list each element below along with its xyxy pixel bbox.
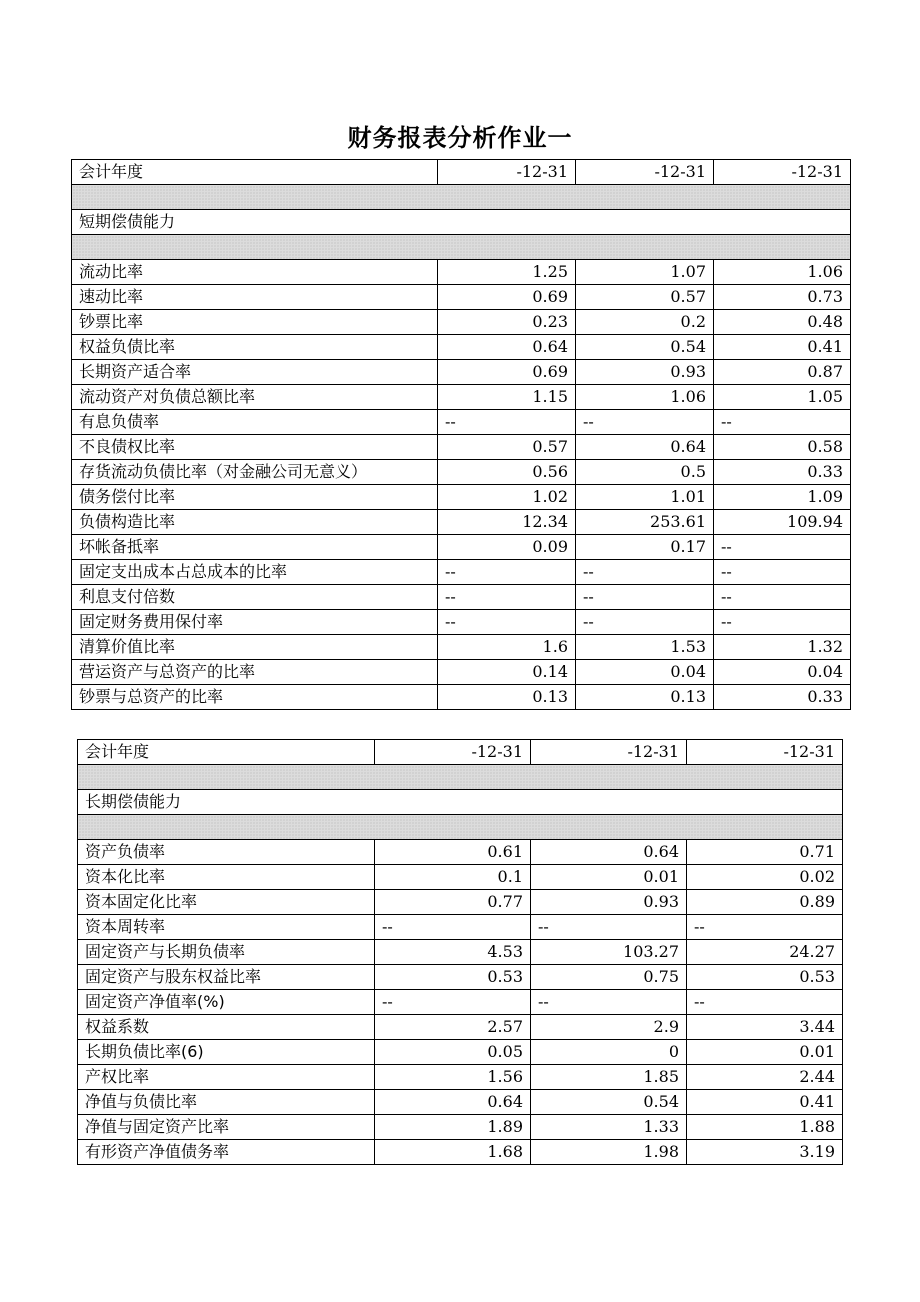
metric-value: 1.53 bbox=[576, 635, 714, 660]
metric-value: 0.14 bbox=[438, 660, 576, 685]
metric-value: 1.01 bbox=[576, 485, 714, 510]
metric-value: 1.09 bbox=[714, 485, 851, 510]
metric-value: 1.15 bbox=[438, 385, 576, 410]
shaded-separator-row bbox=[78, 815, 843, 840]
table-row bbox=[72, 285, 851, 310]
metric-value: 0.93 bbox=[531, 890, 687, 915]
table-row bbox=[72, 685, 851, 710]
metric-value: 0.17 bbox=[576, 535, 714, 560]
fiscal-year-date: -12-31 bbox=[438, 160, 576, 185]
table-row bbox=[78, 915, 843, 940]
table-row bbox=[78, 890, 843, 915]
metric-value: 1.56 bbox=[375, 1065, 531, 1090]
metric-value: 0.73 bbox=[714, 285, 851, 310]
metric-value: 0.64 bbox=[375, 1090, 531, 1115]
metric-value: 1.32 bbox=[714, 635, 851, 660]
metric-value: 2.44 bbox=[687, 1065, 843, 1090]
metric-label: 固定资产净值率(%) bbox=[78, 990, 375, 1015]
metric-value: 1.07 bbox=[576, 260, 714, 285]
metric-value: -- bbox=[576, 560, 714, 585]
metric-label: 权益系数 bbox=[78, 1015, 375, 1040]
metric-value: 0.57 bbox=[438, 435, 576, 460]
table-row bbox=[72, 435, 851, 460]
metric-value: 2.57 bbox=[375, 1015, 531, 1040]
table-row bbox=[78, 865, 843, 890]
table-row bbox=[78, 1040, 843, 1065]
document-title: 财务报表分析作业一 bbox=[347, 124, 573, 152]
table-row bbox=[72, 610, 851, 635]
metric-label: 有形资产净值债务率 bbox=[78, 1140, 375, 1165]
metric-value: 0.41 bbox=[687, 1090, 843, 1115]
table-row bbox=[78, 1090, 843, 1115]
shaded-separator-cell bbox=[72, 185, 851, 210]
table-row bbox=[72, 360, 851, 385]
metric-value: 0.58 bbox=[714, 435, 851, 460]
fiscal-year-label: 会计年度 bbox=[72, 160, 438, 185]
metric-value: 1.06 bbox=[714, 260, 851, 285]
table-row bbox=[72, 260, 851, 285]
metric-value: 1.88 bbox=[687, 1115, 843, 1140]
metric-value: 0.1 bbox=[375, 865, 531, 890]
metric-label: 不良债权比率 bbox=[72, 435, 438, 460]
metric-value: 0.93 bbox=[576, 360, 714, 385]
metric-label: 长期资产适合率 bbox=[72, 360, 438, 385]
metric-value: 0.64 bbox=[576, 435, 714, 460]
metric-value: 1.68 bbox=[375, 1140, 531, 1165]
metric-value: -- bbox=[576, 610, 714, 635]
table-row bbox=[72, 310, 851, 335]
metric-value: 0 bbox=[531, 1040, 687, 1065]
metric-label: 流动比率 bbox=[72, 260, 438, 285]
metric-label: 固定资产与股东权益比率 bbox=[78, 965, 375, 990]
long-term-solvency-table bbox=[77, 739, 843, 1165]
short-term-solvency-table bbox=[71, 159, 851, 710]
metric-label: 钞票与总资产的比率 bbox=[72, 685, 438, 710]
table-row bbox=[78, 840, 843, 865]
metric-value: 0.01 bbox=[531, 865, 687, 890]
metric-value: 3.44 bbox=[687, 1015, 843, 1040]
metric-value: 0.64 bbox=[438, 335, 576, 360]
shaded-separator-row bbox=[78, 765, 843, 790]
table-row bbox=[72, 385, 851, 410]
metric-value: 103.27 bbox=[531, 940, 687, 965]
metric-value: 0.48 bbox=[714, 310, 851, 335]
metric-value: 0.5 bbox=[576, 460, 714, 485]
shaded-separator-cell bbox=[72, 235, 851, 260]
metric-label: 有息负债率 bbox=[72, 410, 438, 435]
metric-value: 1.06 bbox=[576, 385, 714, 410]
section-title: 短期偿债能力 bbox=[72, 210, 851, 235]
shaded-separator-cell bbox=[78, 765, 843, 790]
metric-value: 0.01 bbox=[687, 1040, 843, 1065]
metric-value: 0.53 bbox=[375, 965, 531, 990]
metric-label: 负债构造比率 bbox=[72, 510, 438, 535]
metric-label: 利息支付倍数 bbox=[72, 585, 438, 610]
table-row bbox=[72, 335, 851, 360]
metric-value: -- bbox=[714, 410, 851, 435]
metric-label: 资本周转率 bbox=[78, 915, 375, 940]
metric-value: -- bbox=[714, 535, 851, 560]
metric-label: 营运资产与总资产的比率 bbox=[72, 660, 438, 685]
metric-value: 0.2 bbox=[576, 310, 714, 335]
metric-value: 3.19 bbox=[687, 1140, 843, 1165]
metric-value: -- bbox=[714, 610, 851, 635]
metric-value: 0.71 bbox=[687, 840, 843, 865]
metric-label: 固定财务费用保付率 bbox=[72, 610, 438, 635]
metric-value: -- bbox=[576, 585, 714, 610]
metric-value: 0.02 bbox=[687, 865, 843, 890]
metric-value: 0.54 bbox=[576, 335, 714, 360]
metric-value: -- bbox=[687, 915, 843, 940]
metric-value: 0.41 bbox=[714, 335, 851, 360]
shaded-separator-row bbox=[72, 235, 851, 260]
metric-value: -- bbox=[438, 585, 576, 610]
metric-label: 固定支出成本占总成本的比率 bbox=[72, 560, 438, 585]
metric-label: 速动比率 bbox=[72, 285, 438, 310]
metric-label: 净值与固定资产比率 bbox=[78, 1115, 375, 1140]
metric-label: 坏帐备抵率 bbox=[72, 535, 438, 560]
table-row bbox=[72, 485, 851, 510]
metric-label: 债务偿付比率 bbox=[72, 485, 438, 510]
metric-value: 2.9 bbox=[531, 1015, 687, 1040]
table-row bbox=[72, 635, 851, 660]
shaded-separator-row bbox=[72, 185, 851, 210]
fiscal-year-date: -12-31 bbox=[576, 160, 714, 185]
metric-value: -- bbox=[687, 990, 843, 1015]
metric-value: -- bbox=[576, 410, 714, 435]
metric-value: 1.02 bbox=[438, 485, 576, 510]
metric-value: 1.98 bbox=[531, 1140, 687, 1165]
table-row bbox=[72, 410, 851, 435]
metric-value: 1.25 bbox=[438, 260, 576, 285]
table-row bbox=[72, 535, 851, 560]
header-row bbox=[78, 740, 843, 765]
metric-label: 存货流动负债比率（对金融公司无意义） bbox=[72, 460, 438, 485]
section-title-row bbox=[78, 790, 843, 815]
metric-value: 0.53 bbox=[687, 965, 843, 990]
metric-value: -- bbox=[531, 915, 687, 940]
metric-value: 1.85 bbox=[531, 1065, 687, 1090]
table-row bbox=[78, 1065, 843, 1090]
fiscal-year-date: -12-31 bbox=[375, 740, 531, 765]
metric-value: 0.77 bbox=[375, 890, 531, 915]
metric-value: 0.23 bbox=[438, 310, 576, 335]
fiscal-year-date: -12-31 bbox=[531, 740, 687, 765]
fiscal-year-date: -12-31 bbox=[714, 160, 851, 185]
metric-label: 流动资产对负债总额比率 bbox=[72, 385, 438, 410]
metric-value: 0.33 bbox=[714, 460, 851, 485]
metric-value: 0.69 bbox=[438, 360, 576, 385]
metric-label: 清算价值比率 bbox=[72, 635, 438, 660]
header-row bbox=[72, 160, 851, 185]
table-row bbox=[78, 1015, 843, 1040]
metric-value: 0.13 bbox=[576, 685, 714, 710]
metric-label: 净值与负债比率 bbox=[78, 1090, 375, 1115]
metric-value: 0.89 bbox=[687, 890, 843, 915]
shaded-separator-cell bbox=[78, 815, 843, 840]
metric-label: 权益负债比率 bbox=[72, 335, 438, 360]
metric-value: 1.6 bbox=[438, 635, 576, 660]
table-row bbox=[78, 940, 843, 965]
metric-value: 0.09 bbox=[438, 535, 576, 560]
metric-value: -- bbox=[714, 585, 851, 610]
table-row bbox=[72, 510, 851, 535]
fiscal-year-label: 会计年度 bbox=[78, 740, 375, 765]
metric-label: 固定资产与长期负债率 bbox=[78, 940, 375, 965]
metric-value: 4.53 bbox=[375, 940, 531, 965]
metric-value: 1.33 bbox=[531, 1115, 687, 1140]
table-row bbox=[78, 1140, 843, 1165]
metric-value: 0.64 bbox=[531, 840, 687, 865]
metric-value: -- bbox=[714, 560, 851, 585]
metric-label: 资本化比率 bbox=[78, 865, 375, 890]
metric-label: 资产负债率 bbox=[78, 840, 375, 865]
table-row bbox=[78, 965, 843, 990]
table-row bbox=[72, 560, 851, 585]
section-title: 长期偿债能力 bbox=[78, 790, 843, 815]
metric-value: 0.04 bbox=[714, 660, 851, 685]
metric-value: 0.69 bbox=[438, 285, 576, 310]
metric-value: 1.05 bbox=[714, 385, 851, 410]
metric-value: 0.57 bbox=[576, 285, 714, 310]
metric-label: 长期负债比率(6) bbox=[78, 1040, 375, 1065]
metric-value: 0.87 bbox=[714, 360, 851, 385]
metric-value: 0.13 bbox=[438, 685, 576, 710]
metric-value: 1.89 bbox=[375, 1115, 531, 1140]
section-title-row bbox=[72, 210, 851, 235]
metric-value: -- bbox=[375, 915, 531, 940]
metric-value: 24.27 bbox=[687, 940, 843, 965]
table-row bbox=[78, 1115, 843, 1140]
metric-value: 253.61 bbox=[576, 510, 714, 535]
metric-value: 0.56 bbox=[438, 460, 576, 485]
table-row bbox=[78, 990, 843, 1015]
metric-value: 0.05 bbox=[375, 1040, 531, 1065]
metric-value: 12.34 bbox=[438, 510, 576, 535]
table-row bbox=[72, 460, 851, 485]
table-row bbox=[72, 585, 851, 610]
metric-value: 109.94 bbox=[714, 510, 851, 535]
metric-value: 0.54 bbox=[531, 1090, 687, 1115]
metric-label: 资本固定化比率 bbox=[78, 890, 375, 915]
table-row bbox=[72, 660, 851, 685]
metric-value: 0.33 bbox=[714, 685, 851, 710]
metric-value: 0.04 bbox=[576, 660, 714, 685]
metric-value: 0.75 bbox=[531, 965, 687, 990]
metric-value: 0.61 bbox=[375, 840, 531, 865]
metric-value: -- bbox=[438, 610, 576, 635]
metric-value: -- bbox=[531, 990, 687, 1015]
metric-label: 产权比率 bbox=[78, 1065, 375, 1090]
metric-value: -- bbox=[375, 990, 531, 1015]
metric-label: 钞票比率 bbox=[72, 310, 438, 335]
fiscal-year-date: -12-31 bbox=[687, 740, 843, 765]
metric-value: -- bbox=[438, 560, 576, 585]
metric-value: -- bbox=[438, 410, 576, 435]
